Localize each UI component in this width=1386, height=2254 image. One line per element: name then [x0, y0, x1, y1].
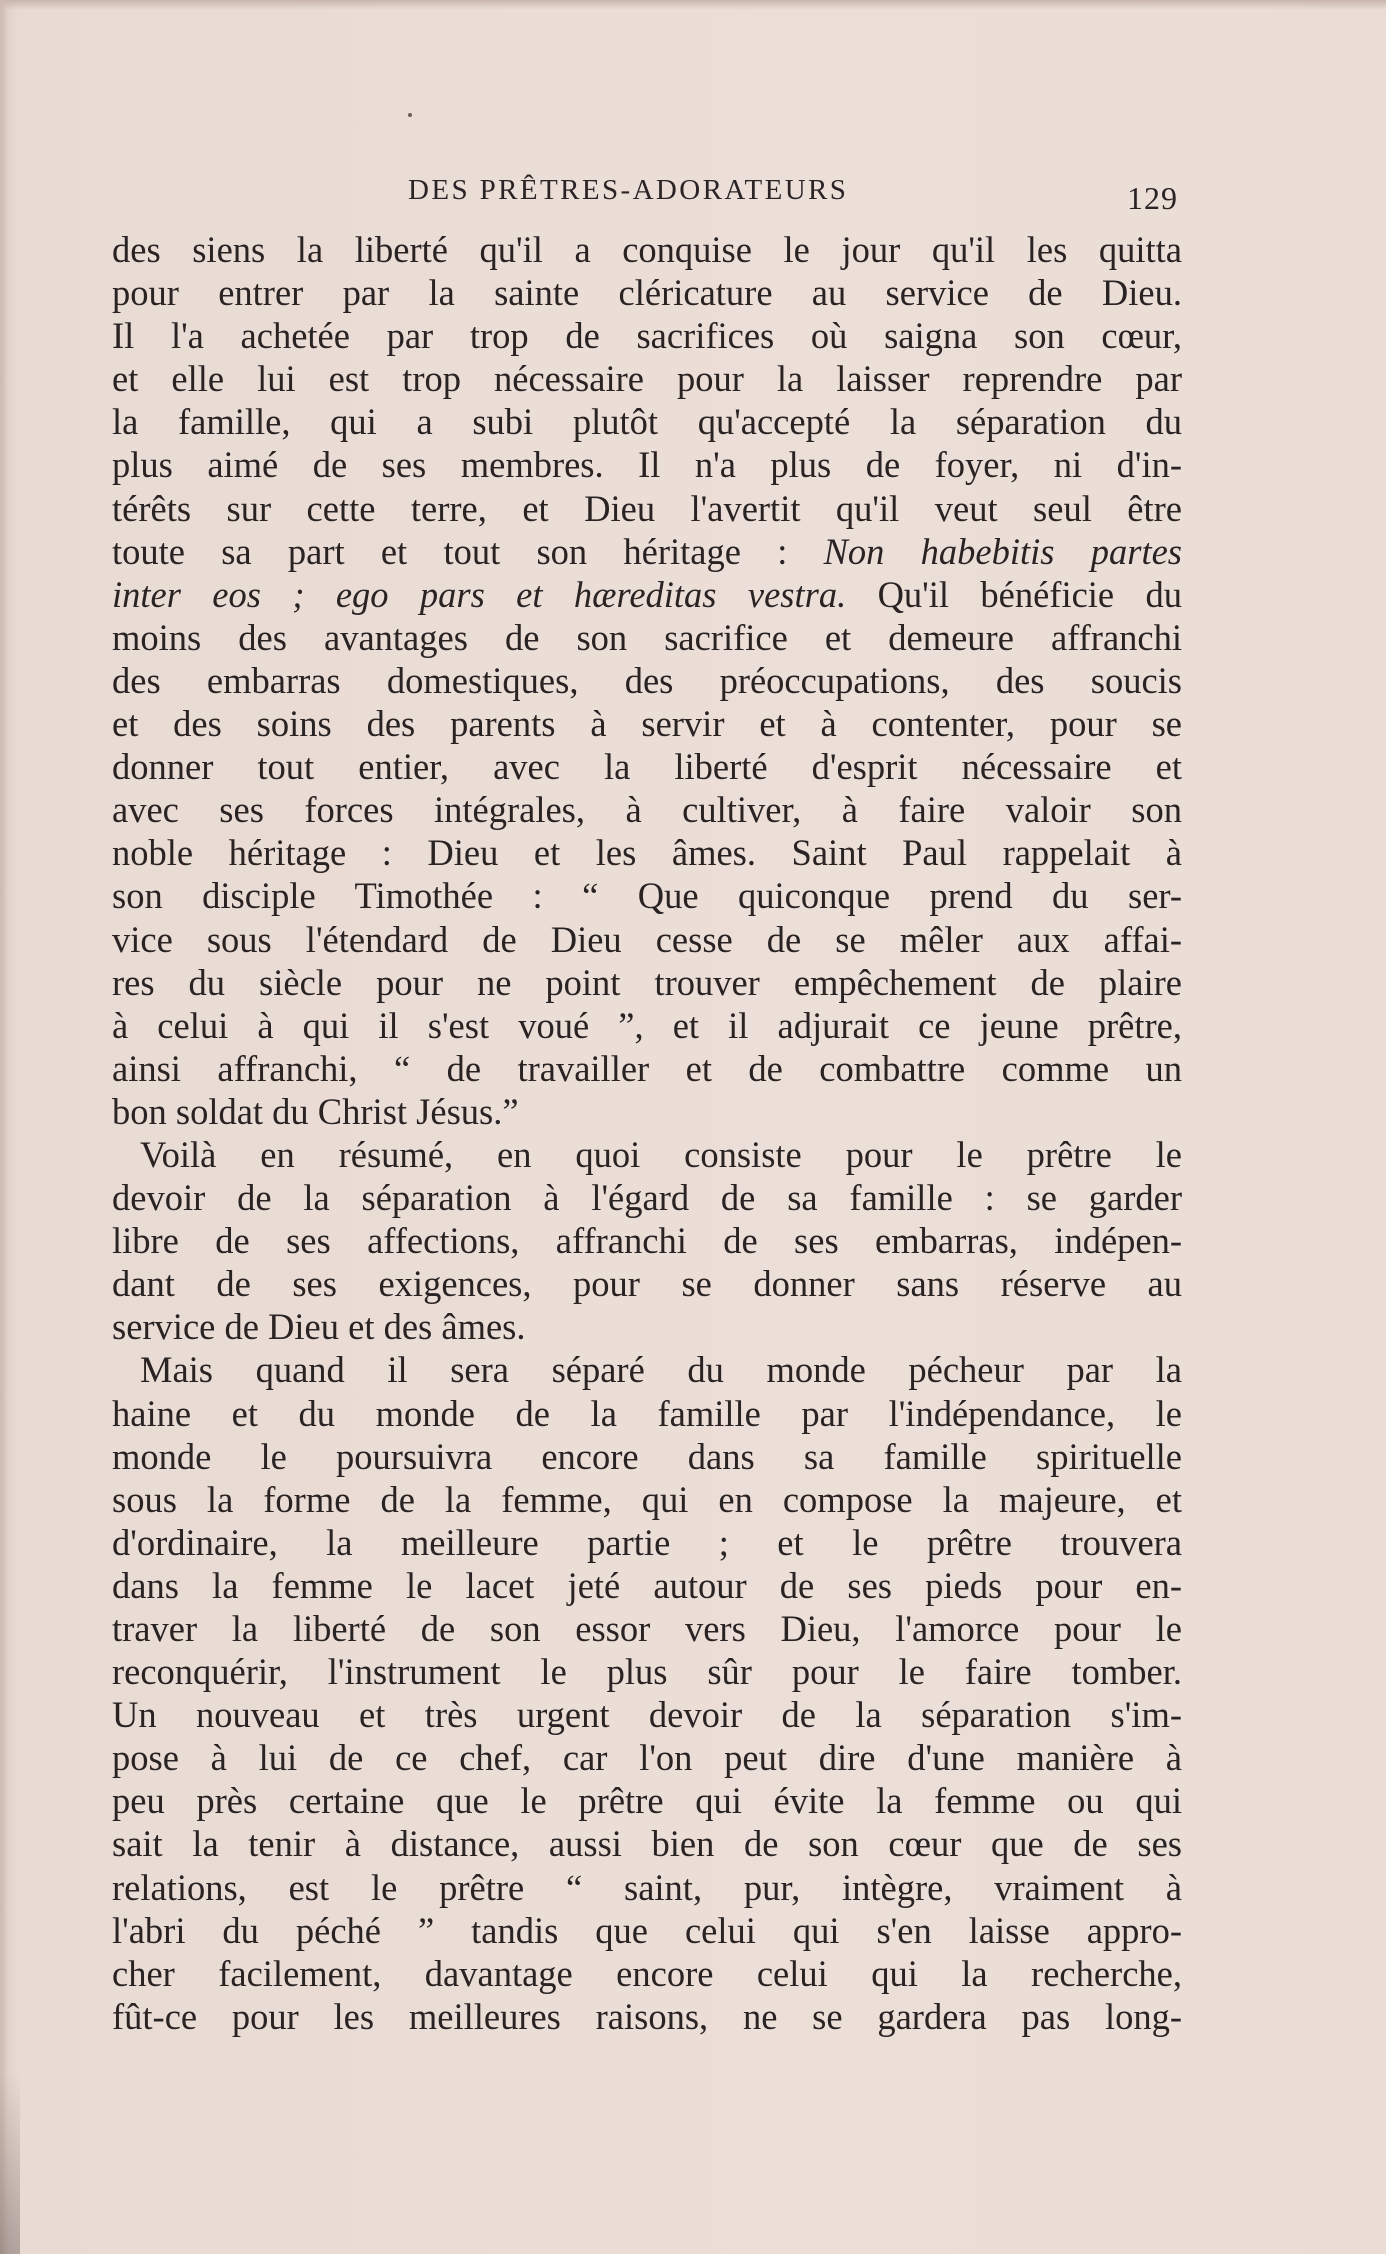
text-line: cher facilement, davantage encore celui qui la recherche, [112, 1952, 1182, 1994]
text-line: traver la liberté de son essor vers Dieu, l'amorce pour le [112, 1608, 1182, 1649]
text-line: reconquérir, l'instrument le plus sûr pour le faire tomber. [112, 1651, 1182, 1693]
text-line: pose à lui de ce chef, car l'on peut dire d'une manière à [112, 1737, 1182, 1779]
text-line: dans la femme le lacet jeté autour de ses pieds pour en- [112, 1564, 1182, 1606]
paper-speck [408, 113, 412, 117]
text-line: ainsi affranchi, “ de travailler et de combattre comme un [112, 1047, 1182, 1089]
text-line: avec ses forces intégrales, à cultiver, à faire valoir son [112, 789, 1182, 831]
text-line: pour entrer par la sainte cléricature au service de Dieu. [112, 272, 1182, 314]
text-line: fût-ce pour les meilleures raisons, ne se gardera pas long- [112, 1995, 1182, 2037]
text-line: service de Dieu et des âmes. [112, 1306, 526, 1348]
text-line: son disciple Timothée : “ Que quiconque prend du ser- [112, 875, 1182, 917]
text-line: dant de ses exigences, pour se donner sans réserve au [112, 1263, 1182, 1305]
text-line: Un nouveau et très urgent devoir de la séparation s'im- [112, 1694, 1182, 1736]
text-line: des embarras domestiques, des préoccupations, des soucis [112, 659, 1182, 701]
text-line: peu près certaine que le prêtre qui évite la femme ou qui [112, 1780, 1182, 1822]
page-top-shadow [0, 0, 1386, 10]
text-line: donner tout entier, avec la liberté d'esprit nécessaire et [112, 746, 1182, 788]
text-line: plus aimé de ses membres. Il n'a plus de foyer, ni d'in- [112, 444, 1182, 486]
text-line: libre de ses affections, affranchi de ses embarras, indépen- [112, 1220, 1182, 1262]
text-line: moins des avantages de son sacrifice et demeure affranchi [112, 616, 1182, 658]
page-number: 129 [1127, 180, 1178, 216]
body-text [112, 228, 1182, 2038]
text-line: relations, est le prêtre “ saint, pur, intègre, vraiment à [112, 1866, 1182, 1908]
text-line: res du siècle pour ne point trouver empêchement de plaire [112, 961, 1182, 1003]
text-line: d'ordinaire, la meilleure partie ; et le prêtre trouvera [112, 1521, 1182, 1563]
text-line: la famille, qui a subi plutôt qu'accepté la séparation du [112, 401, 1182, 443]
text-line: noble héritage : Dieu et les âmes. Saint Paul rappelait à [112, 832, 1182, 874]
text-line: et des soins des parents à servir et à contenter, pour se [112, 703, 1182, 745]
page-corner-shadow [0, 2074, 20, 2254]
text-line: monde le poursuivra encore dans sa famille spirituelle [112, 1435, 1182, 1477]
text-line: devoir de la séparation à l'égard de sa famille : se garder [112, 1177, 1182, 1219]
text-line: des siens la liberté qu'il a conquise le jour qu'il les quitta [112, 229, 1182, 270]
page-gutter-edge [0, 0, 8, 2254]
text-line: et elle lui est trop nécessaire pour la laisser reprendre par [112, 358, 1182, 400]
text-line: inter eos ; ego pars et hæreditas vestra. Qu'il bénéficie du [112, 573, 1182, 615]
text-line: sous la forme de la femme, qui en compose la majeure, et [112, 1478, 1182, 1520]
text-line: l'abri du péché ” tandis que celui qui s'en laisse appro- [112, 1909, 1182, 1951]
running-head: DES PRÊTRES-ADORATEURS [408, 174, 849, 206]
text-line: Il l'a achetée par trop de sacrifices où saigna son cœur, [112, 315, 1182, 357]
text-line: Voilà en résumé, en quoi consiste pour le prêtre le [140, 1133, 1182, 1175]
text-line: haine et du monde de la famille par l'indépendance, le [112, 1392, 1182, 1434]
text-line: térêts sur cette terre, et Dieu l'avertit qu'il veut seul être [112, 487, 1182, 529]
text-line: toute sa part et tout son héritage : Non habebitis partes [112, 530, 1182, 572]
text-line: sait la tenir à distance, aussi bien de son cœur que de ses [112, 1823, 1182, 1865]
text-line: à celui à qui il s'est voué ”, et il adjurait ce jeune prêtre, [112, 1004, 1182, 1046]
text-line: bon soldat du Christ Jésus.” [112, 1090, 519, 1132]
text-line: vice sous l'étendard de Dieu cesse de se mêler aux affai- [112, 918, 1182, 960]
text-line: Mais quand il sera séparé du monde pécheur par la [140, 1349, 1182, 1391]
